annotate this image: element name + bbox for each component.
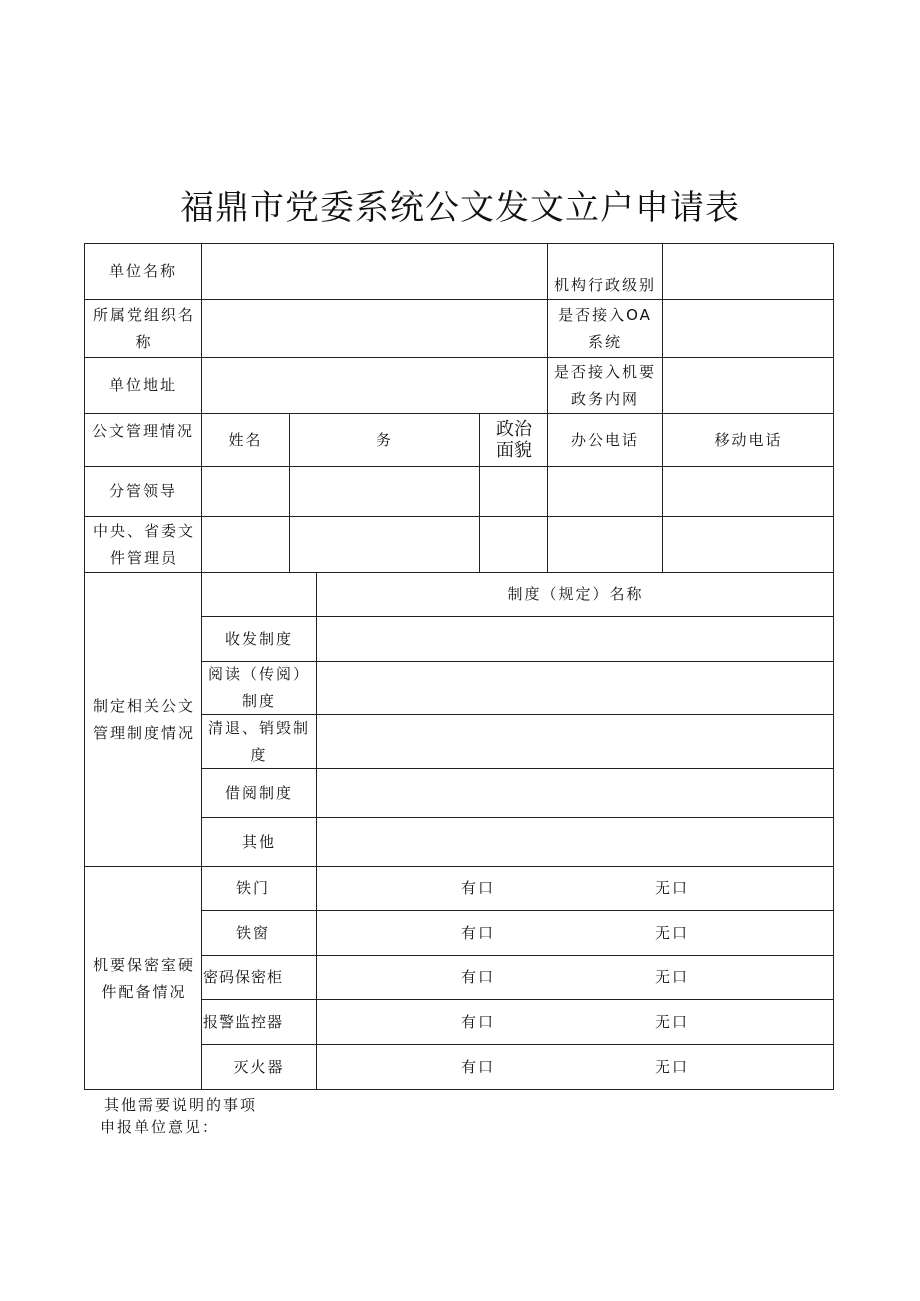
hw-iron-window-yes[interactable]: 有口 — [460, 923, 495, 942]
rule-name-header: 制度（规定）名称 — [507, 585, 644, 603]
rule-label-other: 其他 — [241, 832, 276, 851]
leader-name-field[interactable] — [202, 467, 289, 516]
manager-name-field[interactable] — [202, 517, 289, 572]
intranet-label: 是否接入机要政务内网 — [553, 362, 656, 408]
rule-field-return-destroy[interactable] — [317, 715, 834, 768]
rules-section-label: 制定相关公文管理制度情况 — [92, 696, 195, 742]
rule-field-receive-send[interactable] — [317, 617, 834, 661]
rule-field-reading[interactable] — [317, 662, 834, 714]
header-name: 姓名 — [228, 430, 263, 449]
rule-label-return-destroy: 清退、销毁制度 — [207, 718, 310, 764]
address-field[interactable] — [202, 358, 547, 413]
rule-label-reading: 阅读（传阅）制度 — [207, 665, 310, 710]
hw-alarm-yes[interactable]: 有口 — [460, 1012, 495, 1031]
leader-label: 分管领导 — [108, 482, 177, 500]
hw-iron-window-no[interactable]: 无口 — [654, 923, 689, 942]
other-notes-label: 其他需要说明的事项 — [104, 1096, 258, 1114]
address-label: 单位地址 — [108, 376, 177, 394]
manager-political-field[interactable] — [480, 517, 547, 572]
hw-extinguisher-no[interactable]: 无口 — [654, 1058, 689, 1076]
rule-field-other[interactable] — [317, 818, 834, 866]
leader-mobile-field[interactable] — [663, 467, 834, 516]
unit-name-label: 单位名称 — [108, 262, 177, 280]
leader-political-field[interactable] — [480, 467, 547, 516]
leader-position-field[interactable] — [290, 467, 479, 516]
header-position: 务 — [375, 430, 393, 449]
rule-label-borrowing: 借阅制度 — [224, 783, 293, 802]
oa-label: 是否接入OA系统 — [558, 305, 652, 351]
hw-extinguisher-yes[interactable]: 有口 — [460, 1058, 495, 1076]
oa-field[interactable] — [663, 300, 834, 357]
hw-alarm-no[interactable]: 无口 — [654, 1012, 689, 1031]
party-org-label: 所属党组织名称 — [92, 305, 195, 351]
file-manager-label: 中央、省委文件管理员 — [92, 521, 195, 567]
hw-iron-door-no[interactable]: 无口 — [654, 879, 689, 897]
header-mobile-phone: 移动电话 — [714, 430, 783, 449]
hw-safe-no[interactable]: 无口 — [654, 968, 689, 986]
intranet-field[interactable] — [663, 358, 834, 413]
hardware-section-label: 机要保密室硬件配备情况 — [92, 955, 195, 1001]
hw-extinguisher-label: 灭火器 — [233, 1058, 285, 1076]
manager-mobile-field[interactable] — [663, 517, 834, 572]
applicant-opinion-label: 申报单位意见： — [100, 1118, 220, 1136]
admin-level-label: 机构行政级别 — [553, 275, 656, 294]
hw-iron-door-yes[interactable]: 有口 — [460, 879, 495, 897]
party-org-field[interactable] — [202, 300, 547, 357]
unit-name-field[interactable] — [202, 244, 547, 299]
rule-label-receive-send: 收发制度 — [224, 629, 293, 648]
rule-field-borrowing[interactable] — [317, 769, 834, 817]
hw-iron-door-label: 铁门 — [235, 879, 270, 897]
leader-office-phone-field[interactable] — [548, 467, 662, 516]
hw-alarm-label: 报警监控器 — [203, 1012, 284, 1031]
hw-safe-label: 密码保密柜 — [203, 968, 284, 986]
mgmt-section-label: 公文管理情况 — [91, 421, 194, 440]
hw-safe-yes[interactable]: 有口 — [460, 968, 495, 986]
hw-iron-window-label: 铁窗 — [235, 923, 270, 942]
manager-position-field[interactable] — [290, 517, 479, 572]
admin-level-field[interactable] — [663, 244, 834, 299]
header-office-phone: 办公电话 — [570, 430, 639, 449]
manager-office-phone-field[interactable] — [548, 517, 662, 572]
header-political-status: 政治面貌 — [496, 419, 532, 461]
form-title: 福鼎市党委系统公文发文立户申请表 — [180, 188, 740, 228]
